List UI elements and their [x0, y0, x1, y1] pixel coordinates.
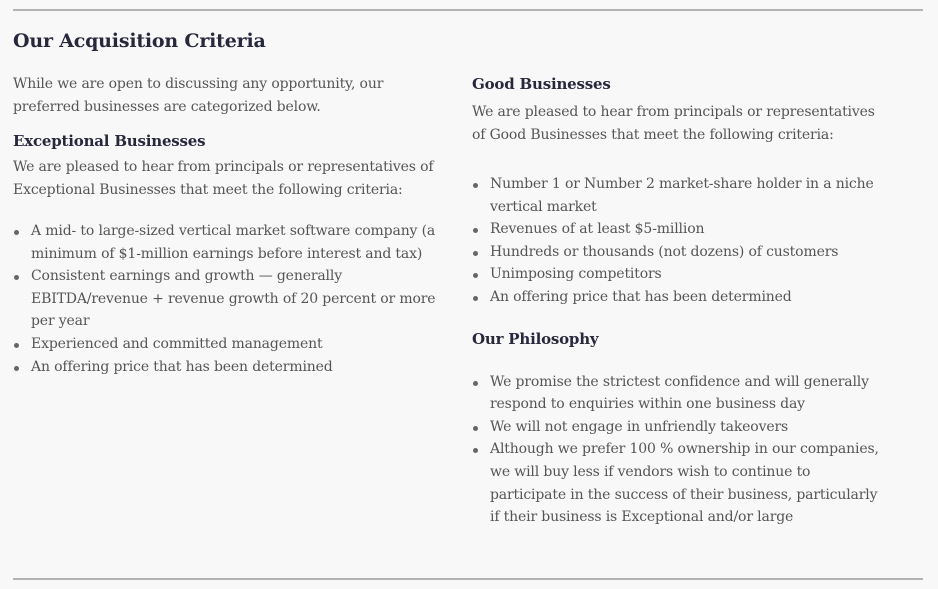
list-item: Revenues of at least $5-million: [472, 218, 882, 241]
list-item: A mid- to large-sized vertical market software company (a minimum of $1-million earnings before interest and tax): [13, 220, 438, 265]
list-item: Hundreds or thousands (not dozens) of customers: [472, 241, 882, 264]
list-item: Experienced and committed management: [13, 333, 438, 356]
list-item: We will not engage in unfriendly takeovers: [472, 416, 882, 439]
philosophy-list: [472, 371, 882, 529]
exceptional-heading: Exceptional Businesses: [13, 132, 206, 150]
list-item: An offering price that has been determined: [472, 286, 882, 309]
list-item: Although we prefer 100 % ownership in our companies, we will buy less if vendors wish to continue to participate in the success of their business, particularly if their business is Exceptional and/or large: [472, 438, 882, 528]
right-column: [472, 73, 882, 529]
intro-text: While we are open to discussing any opportunity, our preferred businesses are categorized below.: [13, 76, 384, 115]
list-item: Consistent earnings and growth — generally EBITDA/revenue + revenue growth of 20 percent or more per year: [13, 265, 438, 333]
good-criteria-list: [472, 173, 882, 309]
list-item: An offering price that has been determined: [13, 356, 438, 379]
page-title: Our Acquisition Criteria: [13, 30, 266, 52]
exceptional-description: We are pleased to hear from principals or representatives of Exceptional Businesses that meet the following criteria:: [13, 159, 434, 198]
top-divider: [13, 9, 923, 11]
list-item: Number 1 or Number 2 market-share holder in a niche vertical market: [472, 173, 882, 218]
bottom-divider: [13, 578, 923, 580]
list-item: We promise the strictest confidence and will generally respond to enquiries within one business day: [472, 371, 882, 416]
exceptional-criteria-list: [13, 220, 438, 378]
left-column: [13, 73, 438, 378]
good-heading: Good Businesses: [472, 75, 611, 93]
list-item: Unimposing competitors: [472, 263, 882, 286]
philosophy-heading: Our Philosophy: [472, 329, 599, 348]
good-description: We are pleased to hear from principals or representatives of Good Businesses that meet the following criteria:: [472, 104, 875, 143]
